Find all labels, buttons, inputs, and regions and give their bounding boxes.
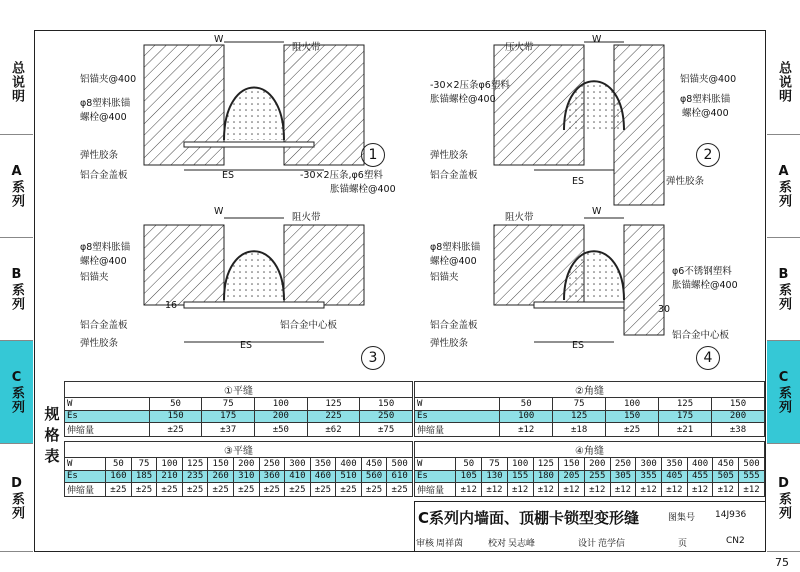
d4-dim: 30 [658,304,671,315]
d3-label: 螺栓@400 [80,256,127,267]
table-row: 伸缩量 ±12 ±18 ±25 ±21 ±38 [415,423,765,437]
table-row: 伸缩量 ±12 ±12 ±12 ±12 ±12 ±12 ±12 ±12 ±12 ±12 ±12 ±12 [415,483,765,497]
atlas-label: 图集号 [668,513,696,523]
table-1-flat-joint [64,381,413,437]
table-3-title: ③平缝 [65,442,413,458]
review-label: 审核 [416,539,435,549]
tab-b-series[interactable]: B系列 [0,238,33,341]
d4-label: 铝合金盖板 [430,320,478,331]
d2-w: W [592,34,602,45]
d1-label: 螺栓@400 [80,112,127,123]
check-label: 校对 [488,539,507,549]
table-4-corner-joint [414,441,765,497]
table-2-title: ②角缝 [415,382,765,398]
d1-label: 铝合金盖板 [80,170,128,181]
detail-4-number: 4 [696,346,720,370]
d4-label: φ8塑料胀锚 [430,242,481,253]
d3-label: 铝合金盖板 [80,320,128,331]
page-number: 75 [775,556,789,569]
d3-label: 铝锚夹 [80,272,109,283]
detail-2-number: 2 [696,143,720,167]
detail-1-number: 1 [361,143,385,167]
detail-drawings [34,30,766,378]
d3-dim: 16 [165,300,178,311]
d1-label: φ8塑料胀锚 [80,98,131,109]
tab-general[interactable]: 总说明 [0,30,33,135]
tab-c-series-right[interactable]: C系列 [767,341,800,444]
d2-es: ES [572,176,585,187]
table-row: W 50 75 100 125 150 200 250 300 350 400 450 500 [415,458,765,471]
table-1-title: ①平缝 [65,382,413,398]
table-row: Es 160 185 210 235 260 310 360 410 460 510 560 610 [65,470,413,483]
spec-table-label: 规格表 [42,406,61,469]
d4-label: 铝合金中心板 [672,330,730,341]
tab-d-series[interactable]: D系列 [0,444,33,552]
d3-label: 铝合金中心板 [280,320,338,331]
drawing-title: C系列内墙面、顶棚卡锁型变形缝 [418,508,640,527]
table-2-corner-joint [414,381,765,437]
d1-es: ES [222,170,235,181]
d4-label: 铝锚夹 [430,272,459,283]
table-row: W 50 75 100 125 150 [65,398,413,411]
d2-label: 弹性胶条 [666,176,705,187]
d3-label: 阻火带 [292,212,321,223]
tab-general-right[interactable]: 总说明 [767,30,800,135]
table-row: 伸缩量 ±25 ±25 ±25 ±25 ±25 ±25 ±25 ±25 ±25 ±25 ±25 ±25 [65,483,413,497]
d2-label: 胀锚螺栓@400 [430,94,496,105]
atlas-number: 14J936 [715,510,747,520]
d2-label: 铝锚夹@400 [680,74,737,85]
table-row: Es 100 125 150 175 200 [415,410,765,423]
tab-a-series[interactable]: A系列 [0,135,33,238]
tab-c-series[interactable]: C系列 [0,341,33,444]
d2-label: -30×2压条φ6塑料 [430,80,510,91]
review-name: 周祥茵 [436,539,464,549]
d1-label: 阻火带 [292,42,321,53]
d4-es: ES [572,340,585,351]
d4-label: φ6不锈钢塑料 [672,266,732,277]
tab-a-series-right[interactable]: A系列 [767,135,800,238]
d1-label: 弹性胶条 [80,150,119,161]
check-name: 吴志峰 [508,539,536,549]
tab-d-series-right[interactable]: D系列 [767,444,800,552]
detail-4-drawing [494,218,664,342]
d1-w: W [214,34,224,45]
d2-label: φ8塑料胀锚 [680,94,731,105]
detail-1-drawing [144,42,364,170]
table-row: 伸缩量 ±25 ±37 ±50 ±62 ±75 [65,423,413,437]
detail-3-number: 3 [361,346,385,370]
design-name: 范学信 [598,539,626,549]
d2-label: 弹性胶条 [430,150,469,161]
d4-label: 螺栓@400 [430,256,477,267]
d1-label: -30×2压条,φ6塑料 [300,170,383,181]
d1-label: 胀锚螺栓@400 [330,184,396,195]
table-row: W 50 75 100 125 150 [415,398,765,411]
d2-label: 铝合金盖板 [430,170,478,181]
d2-label: 压火带 [505,42,534,53]
d2-label: 螺栓@400 [682,108,729,119]
table-4-title: ④角缝 [415,442,765,458]
table-row: Es 105 130 155 180 205 255 305 355 405 455 505 555 [415,470,765,483]
table-3-flat-joint [64,441,413,497]
page-code: CN2 [726,536,745,546]
table-row: W 50 75 100 125 150 200 250 300 350 400 450 500 [65,458,413,471]
d3-w: W [214,206,224,217]
d4-label: 弹性胶条 [430,338,469,349]
d3-label: φ8塑料胀锚 [80,242,131,253]
d4-w: W [592,206,602,217]
d4-label: 阻火带 [505,212,534,223]
d3-label: 弹性胶条 [80,338,119,349]
tab-b-series-right[interactable]: B系列 [767,238,800,341]
page-label: 页 [678,539,688,549]
table-row: Es 150 175 200 225 250 [65,410,413,423]
d1-label: 铝锚夹@400 [80,74,137,85]
d4-label: 胀锚螺栓@400 [672,280,738,291]
d3-es: ES [240,340,253,351]
design-label: 设计 [578,539,597,549]
